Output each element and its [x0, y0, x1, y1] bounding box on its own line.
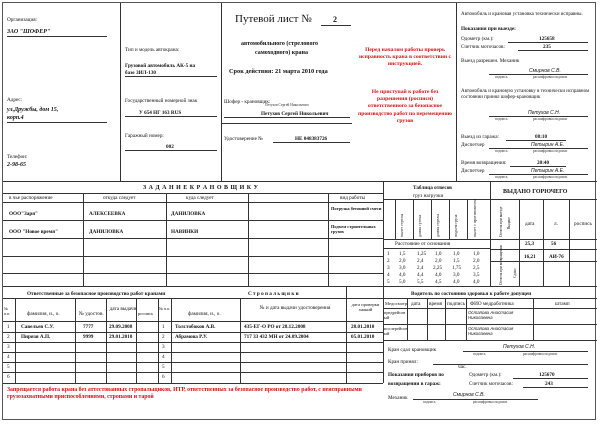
meter-in-label: Счетчик моточасов: [469, 381, 513, 387]
address-line1: ул.Дружбы, дом 15, [7, 107, 59, 113]
task-col-to: куда следует [186, 195, 214, 201]
model-label: Тип и модель автокрана: [125, 47, 180, 53]
address-label: Адрес: [7, 97, 23, 103]
subtitle-2: самоходного) крана [255, 50, 309, 56]
odometer-out-label: Одометр (км.): [461, 36, 494, 42]
warning-permission: Не приступай к работе без разрешения (росписи) ответственного за безопасное производство работ по перемещению грузов [358, 89, 452, 124]
operator-name: Петухов Сергей Никольевич [261, 111, 329, 117]
odometer-out-value: 125658 [539, 36, 555, 42]
divider [221, 3, 222, 181]
mechanic-in-signature: Смирнов С.В. [453, 392, 485, 398]
loads-title: Таблица отвесов [413, 185, 452, 191]
distance-label: Расстояние от основания [395, 241, 451, 247]
footer-warning: Запрещается работа крана без аттестованных стропальщиков, ИТР, ответственных за безопасное производство работ, с неисправными грузозахватными приспособлениями, стропами и тарой [7, 387, 362, 401]
fuel-title: ВЫДАНО ГОРЮЧЕГО [503, 189, 568, 195]
tech-status-heading: Автомобиль и крановая установка технически исправны. [461, 12, 583, 17]
certificate-label: Удостоверение № [224, 136, 264, 142]
plate-label: Государственный номерной знак [125, 98, 198, 104]
divider [221, 123, 352, 124]
mechanic-in-label: Механик [388, 395, 408, 401]
warning-check: Перед началом работы проверь исправность крана в соответствии с инструкцией. [358, 47, 452, 68]
divider [120, 3, 121, 181]
org-label: Организация: [7, 17, 38, 23]
waybill-number: 2 [333, 15, 337, 24]
return-time: 20:40 [537, 160, 550, 166]
departure-label: Выезд из гаража: [461, 134, 499, 140]
divider [3, 181, 597, 182]
health-title: Водитель по состоянию здоровья к работе допущен [411, 291, 532, 297]
task-col-from: откуда следует [103, 195, 136, 201]
meter-out-label: Счетчик моточасов: [461, 44, 505, 50]
meter-in-value: 243 [545, 381, 553, 387]
dispatcher2-label: Диспетчер [461, 168, 485, 174]
subtitle-1: автомобильного (стрелового [241, 41, 319, 47]
page-title: Путевой лист № [235, 13, 312, 25]
dispatcher-signature: Петырин А.Е. [531, 142, 565, 148]
task-title: З А Д А Н И Е К Р А Н О В Щ И К У [143, 185, 259, 191]
return-readings-label-2: возвращении в гараж: [388, 381, 441, 387]
return-readings-label: Показания приборов по [388, 372, 444, 378]
crane-accepted-label: Кран принял: [388, 359, 418, 365]
operator-acceptance-signature: Петухов С.Н. [528, 110, 561, 116]
task-col-work: вид работы [340, 195, 365, 201]
task-col-owner: в чье распоряжение [9, 195, 53, 201]
departure-time: 08:10 [535, 134, 548, 140]
divider [3, 286, 597, 287]
operator-label: Шофер - крановщик: [224, 99, 271, 105]
odometer-in-label: Одометр (км.): [469, 372, 502, 378]
safety-title: Ответственные за безопасное производство работ кранами [27, 291, 166, 297]
plate-value: У 654 НГ 163 RUS [139, 110, 182, 116]
garage-label: Гаражный номер: [125, 133, 164, 139]
divider [456, 3, 457, 181]
validity-text: Срок действия: 21 марта 2010 года [229, 68, 328, 75]
waybill-page: Организация: ЗАО "ШОФЕР" Адрес: ул.Дружбы, дом 15, корп.4 Телефон: 2-98-65 Тип и модель автокрана: Грузовой автомобиль АК-5 на базе ЗИЛ-130 Государственный номерной знак У 654 НГ 163 RUS Гаражный номер: 002 Путевой лист № 2 автомобильного (стрелового самоходного) крана Срок действия: 21 марта 2010 года Шофер - крановщик: Петухов Сергей Никольевич Петухов Сергей Никольевич Удостоверение № НЕ 048383726 Перед началом работы проверь исправность крана в соответствии с инструкцией. Не приступай к работе без разрешения (росписи) ответственного за безопасное производство работ по перемещению грузов Автомобиль и крановая установка технически исправны. Показания при выезде: Одометр (км.): 125658 Счетчик моточасов: 235 Выезд разрешен. Механик Смирнов С.В. подпись расшифровка подписи Автомобиль и крановую установку в технически исправном состоянии принял шофер-крановщик Петухов С.Н. подпись расшифровка подписи Выезд из гаража: 08:10 Диспетчер Петырин А.Е. подпись расшифровка подписи Время возвращения: 20:40 Диспетчер Петырин А.Е. подпись расшифровка подписи З А Д А Н И Е К Р А Н О В Щ И К У в чье распоряжение откуда следует куда следует вид работы ООО"Заря" АЛЕКСЕЕВКА ДАНИЛОВКА Погрузка бетонной смеси ООО "Новое время" ДАНИЛОВКА НАВИНКИ Подъем строительных грузов Таблица отвесов груз нагрузки вылет стрелы длина гусека длина стрелы подъем груза вылет с противовесом Расстояние от основания 1 1,5 1,25 1,0 1,0 1,0 2 2,0 2,4 2,0 1,5 2,0 3 3,0 2,4 2,25 1,75 2,5 4 4,0 4,4 4,0 3,0 3,5 5 5,0 5,5 4,5 4,0 4,0 ВЫДАНО ГОРЮЧЕГО дата л. роспись 25,3 56 16,21 АИ-76 Остаток при выезде Выдано Остаток при возвращении Сдано Ответственные за безопасное производство работ кранами С т р о п а л ь щ и к и № п.п. фамилия, и., о. № удостов. дата выдачи роспись № п.п. фамилия, и., о. № и дата выдачи удостоверения дата проверки знаний 1 Савельев С.У. 7777 29.09.2008 1 Толстобоков А.В. 435-ЕГ-О РО от 28.12.2008 28.01.2010 2 Пирязя А.П. 9999 29.01.2010 2 Абрамова Р.У. 717 33 432 МН от 24.09.2004 05.01.2010 3 3 4 4 5 5 6 6 Водитель по состоянию здоровья к работе допущен Медосмотр дата время подпись ФИО медработника штамп предрейсовый Остапова Анастасия Николаевна послерейсовый Остапова Анастасия Николаевна Кран сдал крановщик Петухов С.Н. подпись расшифровка подписи Кран принял: час. Показания приборов по Одометр (км.): 125670 возвращении в гараж: Счетчик моточасов: 243 Механик Смирнов С.В. подпись расшифровка подписи Запрещается работа крана без аттестованных стропальщиков, ИТР, ответственных за безопасное производство работ, с неисправными грузозахватными приспособлениями, стропами и тарой [2, 2, 596, 420]
certificate-value: НЕ 048383726 [295, 136, 328, 142]
crane-handed-label: Кран сдал крановщик [388, 347, 437, 353]
model-value-2: базе ЗИЛ-130 [125, 70, 157, 76]
slingers-title: С т р о п а л ь щ и к и [248, 291, 299, 297]
model-value-1: Грузовой автомобиль АК-5 на [125, 63, 196, 69]
crane-handed-signature: Петухов С.Н. [503, 344, 536, 350]
dispatcher-label: Диспетчер [461, 142, 485, 148]
mechanic-signature: Смирнов С.В. [529, 68, 561, 74]
mechanic-label: Выезд разрешен. Механик [461, 58, 520, 64]
return-label: Время возвращения: [461, 160, 507, 166]
departure-readings-heading: Показания при выезде: [461, 26, 516, 32]
meter-out-value: 235 [543, 44, 551, 50]
org-value: ЗАО "ШОФЕР" [7, 29, 51, 35]
dispatcher2-signature: Петырин А.Е. [531, 168, 565, 174]
phone-value: 2-98-65 [7, 162, 26, 168]
odometer-in-value: 125670 [539, 372, 555, 378]
phone-label: Телефон: [7, 154, 28, 160]
loads-group: груз нагрузки [413, 193, 444, 199]
garage-value: 002 [166, 144, 174, 150]
acceptance-text: Автомобиль и крановую установку в технически исправном состоянии принял шофер-крановщик [461, 89, 590, 100]
operator-name-small: Петухов Сергей Никольевич [265, 103, 309, 107]
address-line2: корп.4 [7, 115, 24, 121]
